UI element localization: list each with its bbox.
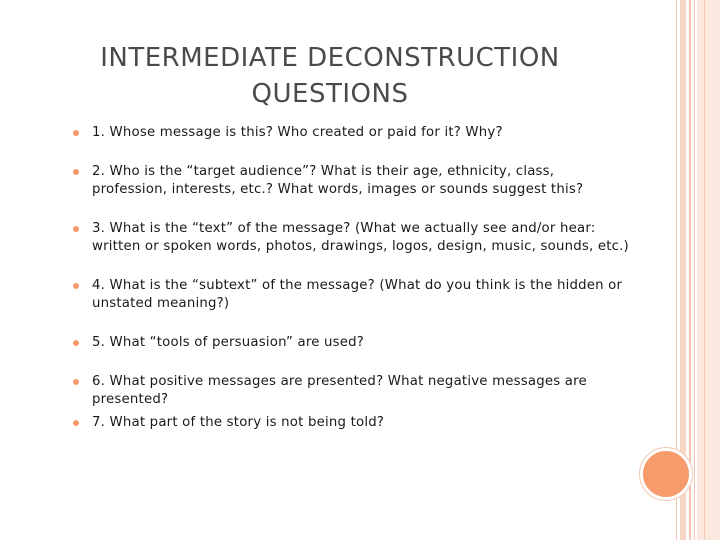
slide-title-line-1: INTERMEDIATE DECONSTRUCTION	[100, 43, 560, 73]
bullet-dot-icon	[73, 226, 79, 232]
bullet-dot-icon	[73, 340, 79, 346]
bullet-text: 6. What positive messages are presented? What negative messages are presented?	[92, 374, 587, 407]
bullet-item-3	[72, 220, 632, 256]
bullet-text: 3. What is the “text” of the message? (What we actually see and/or hear: written or spoken words, photos, drawings, logos, design, music, sounds, etc.)	[92, 221, 629, 254]
bullet-text: 2. Who is the “target audience”? What is their age, ethnicity, class, profession, interests, etc.? What words, images or sounds suggest this?	[92, 164, 584, 197]
border-stripe	[697, 0, 720, 540]
slide-title	[40, 40, 620, 112]
bullet-dot-icon	[73, 283, 79, 289]
bullet-dot-icon	[73, 420, 79, 426]
slide-title-line-2: QUESTIONS	[251, 79, 409, 109]
bullet-dot-icon	[73, 130, 79, 136]
bullet-item-6	[72, 373, 632, 409]
border-stripe	[689, 0, 691, 540]
border-stripe	[704, 0, 705, 540]
bullet-dot-icon	[73, 169, 79, 175]
bullet-item-7	[72, 414, 632, 432]
bullet-text: 4. What is the “subtext” of the message? (What do you think is the hidden or unstated meaning?)	[92, 278, 623, 311]
bullet-item-2	[72, 163, 632, 199]
bullet-text: 1. Whose message is this? Who created or paid for it? Why?	[92, 125, 503, 140]
bullet-dot-icon	[73, 379, 79, 385]
bullet-item-5	[72, 334, 632, 352]
bullet-text: 5. What “tools of persuasion” are used?	[92, 335, 365, 350]
bullet-text: 7. What part of the story is not being told?	[92, 415, 385, 430]
border-stripe	[694, 0, 695, 540]
bullet-item-4	[72, 277, 632, 313]
decorative-circle	[640, 448, 692, 500]
bullet-item-1	[72, 124, 632, 142]
bullet-list	[72, 124, 632, 432]
